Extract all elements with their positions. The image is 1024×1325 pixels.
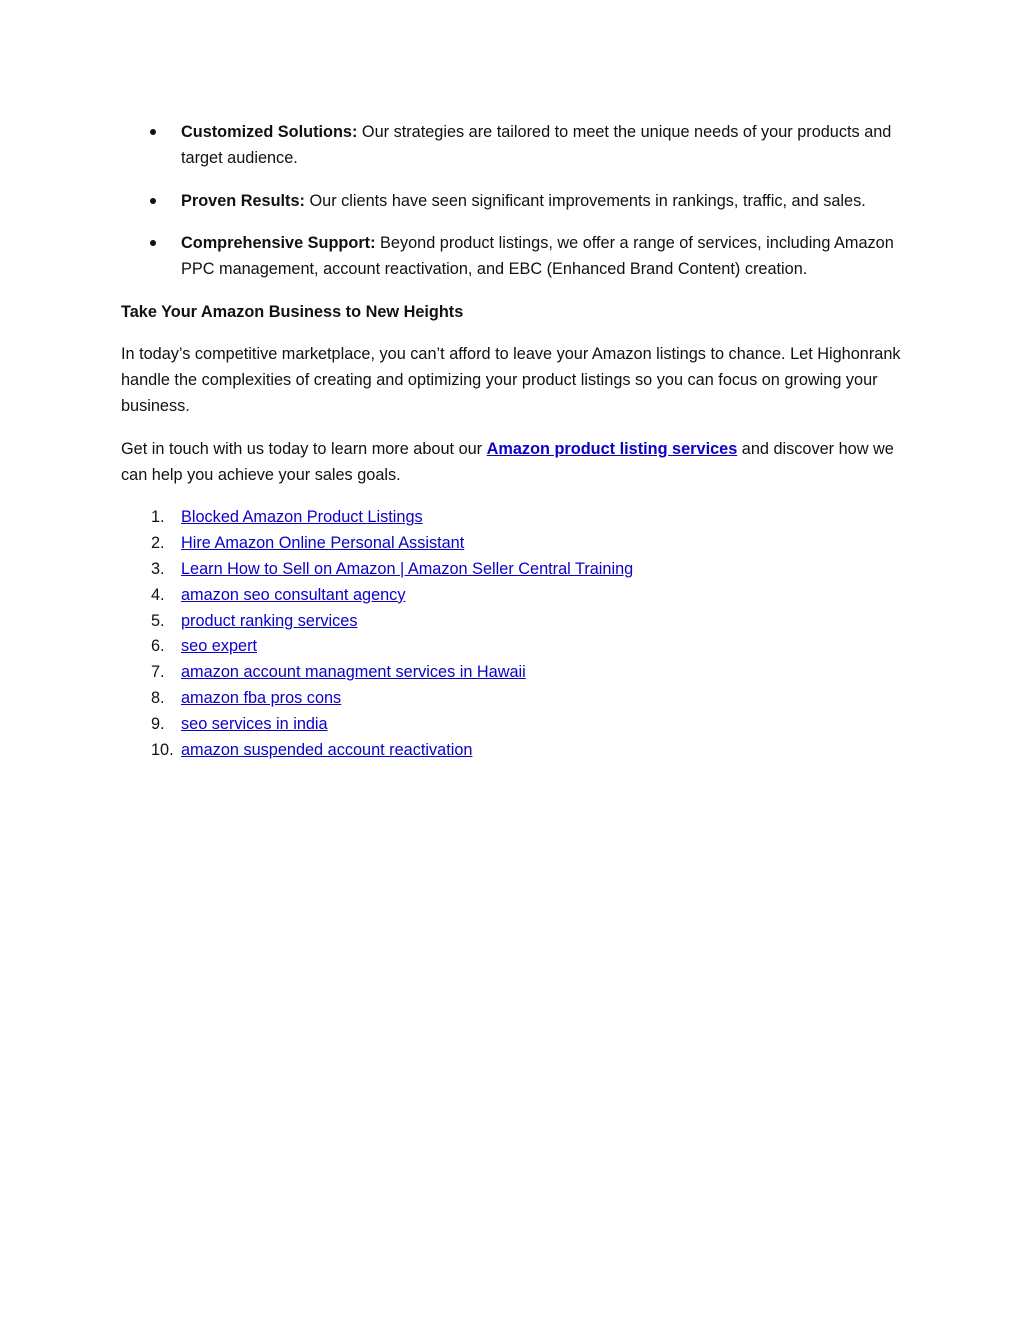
bullet-item-proven-results — [121, 188, 911, 214]
bullet-icon — [150, 198, 156, 204]
list-number: 9. — [151, 715, 165, 734]
related-link[interactable]: Blocked Amazon Product Listings — [181, 508, 423, 526]
document-content — [121, 119, 911, 763]
related-link[interactable]: Hire Amazon Online Personal Assistant — [181, 533, 465, 552]
list-number: 4. — [151, 585, 165, 604]
list-item — [121, 633, 911, 659]
bullet-text: Our strategies are tailored to meet the unique needs of your products and target audience. — [181, 123, 892, 167]
list-item — [121, 582, 911, 608]
list-number: 10. — [151, 741, 174, 760]
bullet-item-customized-solutions — [121, 119, 911, 171]
list-number: 6. — [151, 637, 165, 656]
bullet-text: Beyond product listings, we offer a range of services, including Amazon PPC management, account reactivation, and EBC (Enhanced Brand Content) creation. — [181, 234, 894, 278]
related-link[interactable]: amazon seo consultant agency — [181, 585, 406, 604]
related-link[interactable]: seo services in india — [181, 715, 328, 734]
list-item — [121, 711, 911, 737]
contact-text-after: and discover how we can help you achieve your sales goals. — [121, 439, 894, 484]
list-number: 2. — [151, 533, 165, 552]
contact-paragraph — [121, 436, 911, 488]
amazon-product-listing-services-link[interactable]: Amazon product listing services — [486, 439, 738, 458]
list-number: 8. — [151, 689, 165, 708]
related-link[interactable]: amazon fba pros cons — [181, 689, 342, 708]
section-heading: Take Your Amazon Business to New Heights — [121, 302, 464, 321]
related-link[interactable]: amazon account managment services in Hawaii — [181, 663, 526, 682]
bullet-text: Our clients have seen significant improvements in rankings, traffic, and sales. — [304, 191, 866, 210]
list-item — [121, 530, 911, 556]
contact-text-before: Get in touch with us today to learn more about our — [121, 439, 487, 458]
list-number: 5. — [151, 611, 165, 630]
related-link[interactable]: Learn How to Sell on Amazon | Amazon Seller Central Training — [181, 559, 634, 578]
bullet-item-comprehensive-support — [121, 230, 911, 282]
bullet-label: Comprehensive Support: — [181, 234, 376, 252]
list-item — [121, 608, 911, 634]
list-item — [121, 504, 911, 530]
bullet-label: Proven Results: — [181, 191, 305, 210]
related-links-list — [121, 504, 911, 763]
list-item — [121, 556, 911, 582]
bullet-icon — [150, 129, 156, 135]
features-bullet-list — [121, 119, 911, 282]
related-link[interactable]: seo expert — [181, 637, 258, 656]
related-link[interactable]: amazon suspended account reactivation — [181, 741, 473, 760]
list-item — [121, 685, 911, 711]
list-number: 3. — [151, 559, 165, 578]
bullet-label: Customized Solutions: — [181, 123, 358, 141]
list-item — [121, 737, 911, 763]
related-link[interactable]: product ranking services — [181, 611, 358, 630]
list-item — [121, 659, 911, 685]
list-number: 7. — [151, 663, 165, 682]
list-number: 1. — [151, 508, 165, 526]
bullet-icon — [150, 240, 156, 246]
intro-paragraph: In today’s competitive marketplace, you can’t afford to leave your Amazon listings to chance. Let Highonrank handle the complexities of creating and optimizing your product listings so you can focus on growing your business. — [121, 345, 901, 415]
